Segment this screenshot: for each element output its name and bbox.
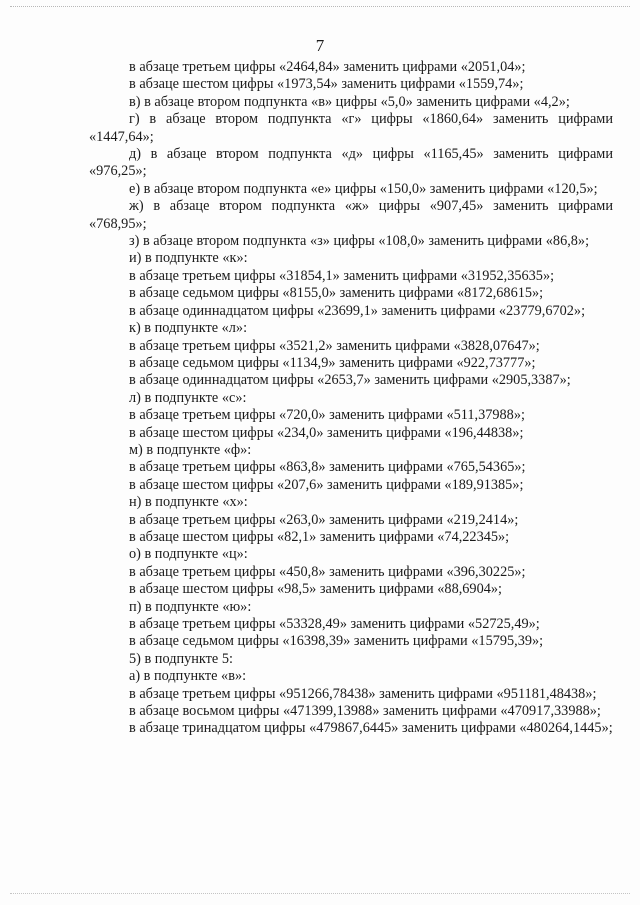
amendment-paragraph: в абзаце третьем цифры «53328,49» заменить цифрами «52725,49»;	[129, 616, 540, 632]
amendment-paragraph: в абзаце третьем цифры «263,0» заменить цифрами «219,2414»;	[129, 511, 519, 528]
amendment-paragraph: 5) в подпункте 5:	[129, 650, 233, 667]
amendment-paragraph: п) в подпункте «ю»:	[129, 598, 252, 615]
amendment-paragraph: в абзаце седьмом цифры «1134,9» заменить цифрами «922,73777»;	[129, 354, 536, 371]
amendment-paragraph: в абзаце шестом цифры «82,1» заменить цифрами «74,22345»;	[129, 528, 510, 545]
amendment-paragraph: в абзаце третьем цифры «3521,2» заменить цифрами «3828,07647»;	[129, 337, 540, 354]
amendment-paragraph: в абзаце шестом цифры «1973,54» заменить цифрами «1559,74»;	[129, 76, 524, 93]
amendment-paragraph: ж) в абзаце втором подпункта «ж» цифры «907,45» заменить цифрами «768,95»;	[89, 198, 613, 232]
amendment-paragraph: н) в подпункте «х»:	[129, 494, 248, 511]
amendment-paragraph: д) в абзаце втором подпункта «д» цифры «1165,45» заменить цифрами «976,25»;	[89, 146, 613, 180]
amendment-paragraph: в абзаце третьем цифры «2464,84» заменить цифрами «2051,04»;	[129, 59, 526, 75]
amendment-paragraph: и) в подпункте «к»:	[129, 250, 248, 267]
scan-edge-top	[10, 6, 630, 9]
amendment-paragraph: в абзаце третьем цифры «720,0» заменить цифрами «511,37988»;	[129, 407, 525, 424]
amendment-paragraph: в абзаце третьем цифры «951266,78438» заменить цифрами «951181,48438»;	[129, 685, 597, 702]
amendment-paragraph: з) в абзаце втором подпункта «з» цифры «108,0» заменить цифрами «86,8»;	[129, 233, 590, 250]
amendment-paragraph: в абзаце одиннадцатом цифры «23699,1» заменить цифрами «23779,6702»;	[129, 302, 586, 319]
document-body	[89, 59, 613, 738]
amendment-paragraph: в абзаце одиннадцатом цифры «2653,7» заменить цифрами «2905,3387»;	[129, 372, 571, 389]
amendment-paragraph: в абзаце седьмом цифры «16398,39» заменить цифрами «15795,39»;	[129, 633, 544, 650]
amendment-paragraph: в) в абзаце втором подпункта «в» цифры «5,0» заменить цифрами «4,2»;	[129, 93, 570, 110]
amendment-paragraph: о) в подпункте «ц»:	[129, 546, 248, 563]
amendment-paragraph: м) в подпункте «ф»:	[129, 441, 252, 458]
amendment-paragraph: в абзаце седьмом цифры «8155,0» заменить цифрами «8172,68615»;	[129, 285, 544, 302]
amendment-paragraph: в абзаце шестом цифры «234,0» заменить цифрами «196,44838»;	[129, 424, 524, 441]
amendment-paragraph: в абзаце тринадцатом цифры «479867,6445» заменить цифрами «480264,1445»;	[129, 720, 613, 737]
amendment-paragraph: в абзаце восьмом цифры «471399,13988» заменить цифрами «470917,33988»;	[129, 703, 601, 720]
amendment-paragraph: в абзаце шестом цифры «98,5» заменить цифрами «88,6904»;	[129, 581, 503, 598]
amendment-paragraph: в абзаце третьем цифры «863,8» заменить цифрами «765,54365»;	[129, 459, 526, 476]
amendment-paragraph: к) в подпункте «л»:	[129, 320, 248, 337]
amendment-paragraph: а) в подпункте «в»:	[129, 668, 247, 685]
amendment-paragraph: в абзаце третьем цифры «31854,1» заменить цифрами «31952,35635»;	[129, 267, 555, 284]
amendment-paragraph: е) в абзаце втором подпункта «е» цифры «150,0» заменить цифрами «120,5»;	[129, 180, 598, 197]
amendment-paragraph: г) в абзаце втором подпункта «г» цифры «1860,64» заменить цифрами «1447,64»;	[89, 111, 613, 145]
scan-edge-bottom	[10, 893, 630, 896]
amendment-paragraph: в абзаце шестом цифры «207,6» заменить цифрами «189,91385»;	[129, 476, 524, 493]
page-number: 7	[315, 36, 325, 55]
amendment-paragraph: в абзаце третьем цифры «450,8» заменить цифрами «396,30225»;	[129, 563, 526, 580]
amendment-paragraph: л) в подпункте «с»:	[129, 389, 247, 406]
